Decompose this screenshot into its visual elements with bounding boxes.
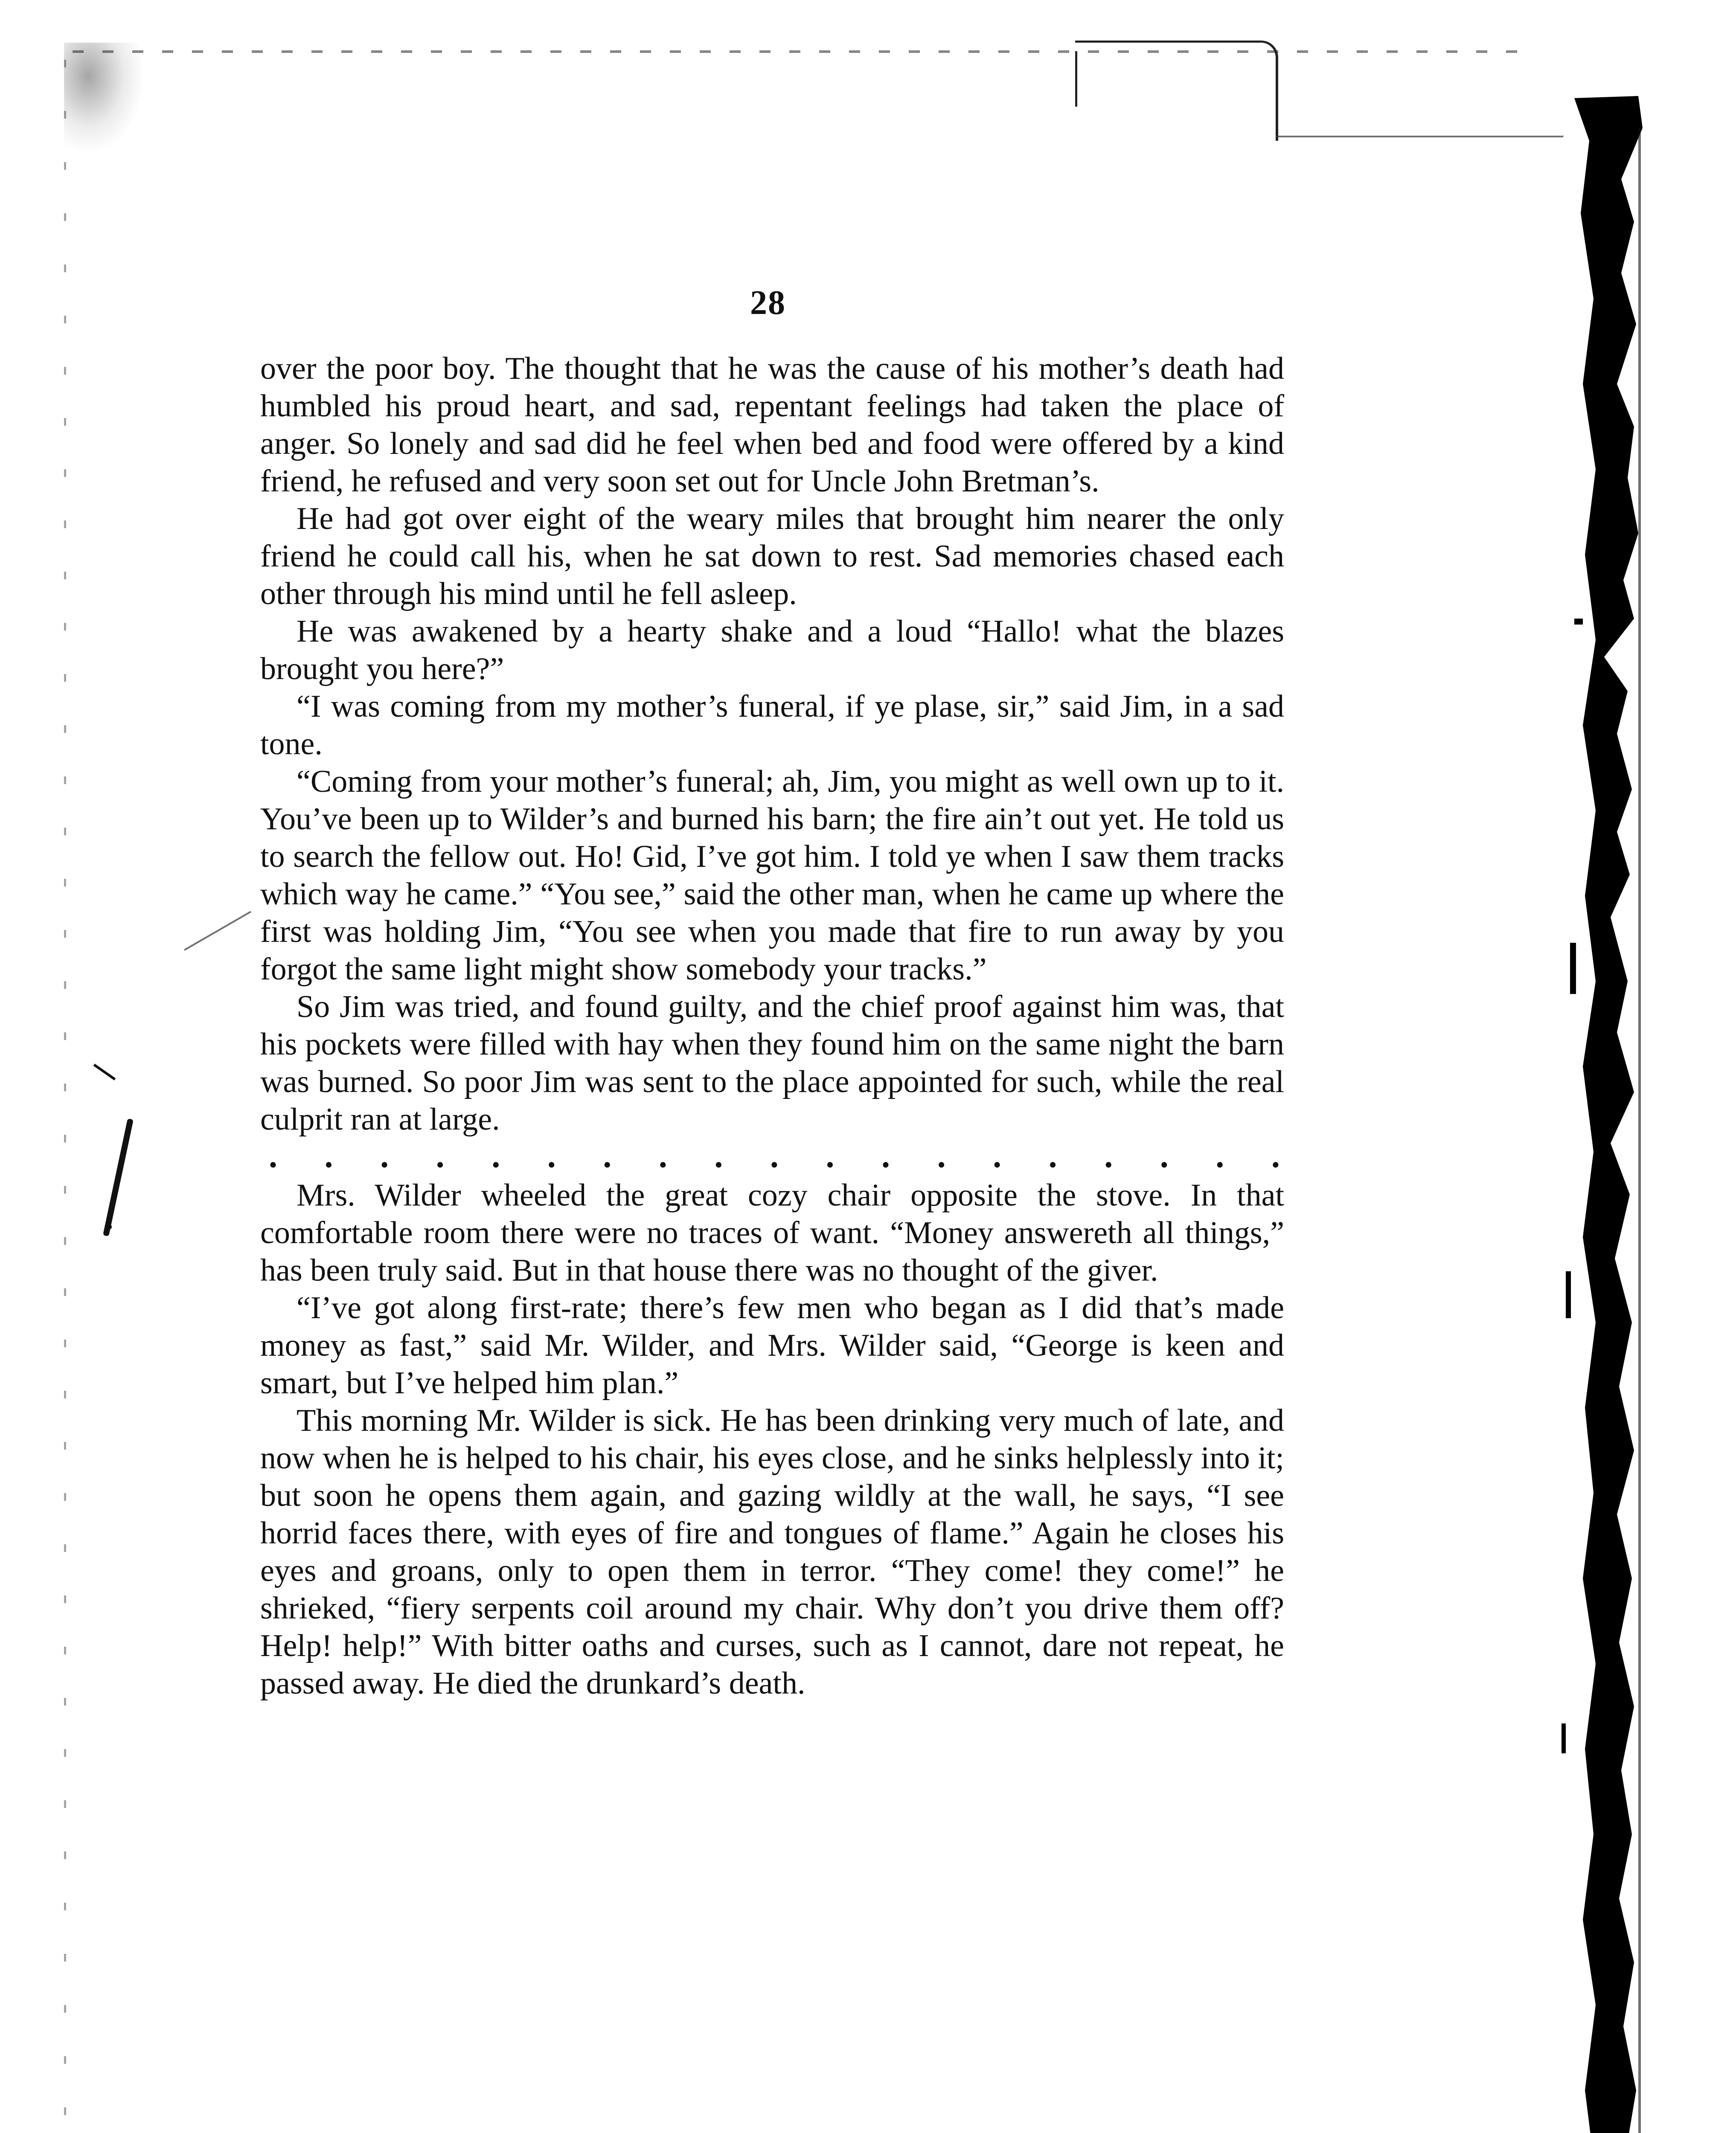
section-break-dot: . [770, 1137, 779, 1175]
section-break-dot: . [1104, 1137, 1113, 1175]
section-break-dot: . [826, 1137, 835, 1175]
body-text [260, 350, 1284, 1702]
section-break-dot: . [714, 1137, 723, 1175]
top-bracket-tick [1075, 51, 1077, 107]
paragraph: So Jim was tried, and found guilty, and the chief proof against him was, that his pockets were filled with hay when they found him on the same night the barn was burned. So poor Jim was sent to the place appointed for such, while the real culprit ran at large. [260, 989, 1284, 1137]
margin-mark-left-line [184, 911, 251, 950]
top-edge-marks [73, 50, 1532, 53]
page-number: 28 [750, 284, 786, 322]
paragraph: “I was coming from my mother’s funeral, if ye plase, sir,” said Jim, in a sad tone. [260, 689, 1284, 761]
section-break-dot: . [993, 1137, 1002, 1175]
section-break-dot: . [491, 1137, 500, 1175]
section-break-dot: . [547, 1137, 556, 1175]
section-break-dot: . [1271, 1137, 1280, 1175]
paragraph: He had got over eight of the weary miles that brought him nearer the only friend he could call his, when he sat down to rest. Sad memories chased each other through his mind until he fell asleep. [260, 501, 1284, 611]
section-break-dot: . [1160, 1137, 1169, 1175]
paragraph: “Coming from your mother’s funeral; ah, Jim, you might as well own up to it. You’ve been up to Wilder’s and burned his barn; the fire ain’t out yet. He told us to search the fellow out. Ho! Gid, I’ve got him. I told ye when I saw them tracks which way he came.” “You see,” said the other man, when he came up where the first was holding Jim, “You see when you made that fire to run away by you forgot the same light might show somebody your tracks.” [260, 764, 1284, 987]
paragraph: He was awakened by a hearty shake and a loud “Hallo! what the blazes brought you here?” [260, 614, 1284, 686]
margin-mark-left-small [93, 1064, 116, 1080]
paragraph: over the poor boy. The thought that he was the cause of his mother’s death had humbled his proud heart, and sad, repentant feelings had taken the place of anger. So lonely and sad did he feel when bed and food were offered by a kind friend, he refused and very soon set out for Uncle John Bretman’s. [260, 351, 1284, 499]
section-break-dot: . [937, 1137, 946, 1175]
left-edge-marks [64, 60, 66, 2133]
section-break-dot: . [658, 1137, 667, 1175]
paragraph: This morning Mr. Wilder is sick. He has been drinking very much of late, and now when he is helped to his chair, his eyes close, and he sinks helplessly into it; but soon he opens them again, and gazing wildly at the wall, he says, “I see horrid faces there, with eyes of fire and tongues of flame.” Again he closes his eyes and groans, only to open them in terror. “They come! they come!” he shrieked, “fiery serpents coil around my chair. Why don’t you drive them off? Help! help!” With bitter oaths and curses, such as I cannot, dare not repeat, he passed away. He died the drunkard’s death. [260, 1403, 1284, 1701]
paragraph: “I’ve got along first-rate; there’s few men who began as I did that’s made money as fast,” said Mr. Wilder, and Mrs. Wilder said, “George is keen and smart, but I’ve helped him plan.” [260, 1290, 1284, 1401]
section-break-dot: . [881, 1137, 890, 1175]
torn-edge-shape [1536, 0, 1736, 2133]
margin-mark-left-dot [107, 1224, 112, 1229]
section-break-dot: . [269, 1137, 277, 1175]
section-break-dot: . [603, 1137, 612, 1175]
paragraph: Mrs. Wilder wheeled the great cozy chair opposite the stove. In that comfortable room there were no traces of want. “Money answereth all things,” has been truly said. But in that house there was no thought of the giver. [260, 1178, 1284, 1288]
section-break-dot: . [1215, 1137, 1224, 1175]
section-break-dot: . [324, 1137, 333, 1175]
margin-mark-left [103, 1119, 134, 1237]
top-right-line [1276, 136, 1574, 137]
torn-right-edge [1536, 0, 1736, 2133]
section-break-dot: . [380, 1137, 389, 1175]
top-bracket-mark [1075, 41, 1278, 141]
section-break-dot: . [1048, 1137, 1057, 1175]
section-break-dot: . [436, 1137, 445, 1175]
section-break-dots [260, 1137, 1284, 1175]
corner-smudge [64, 43, 145, 154]
